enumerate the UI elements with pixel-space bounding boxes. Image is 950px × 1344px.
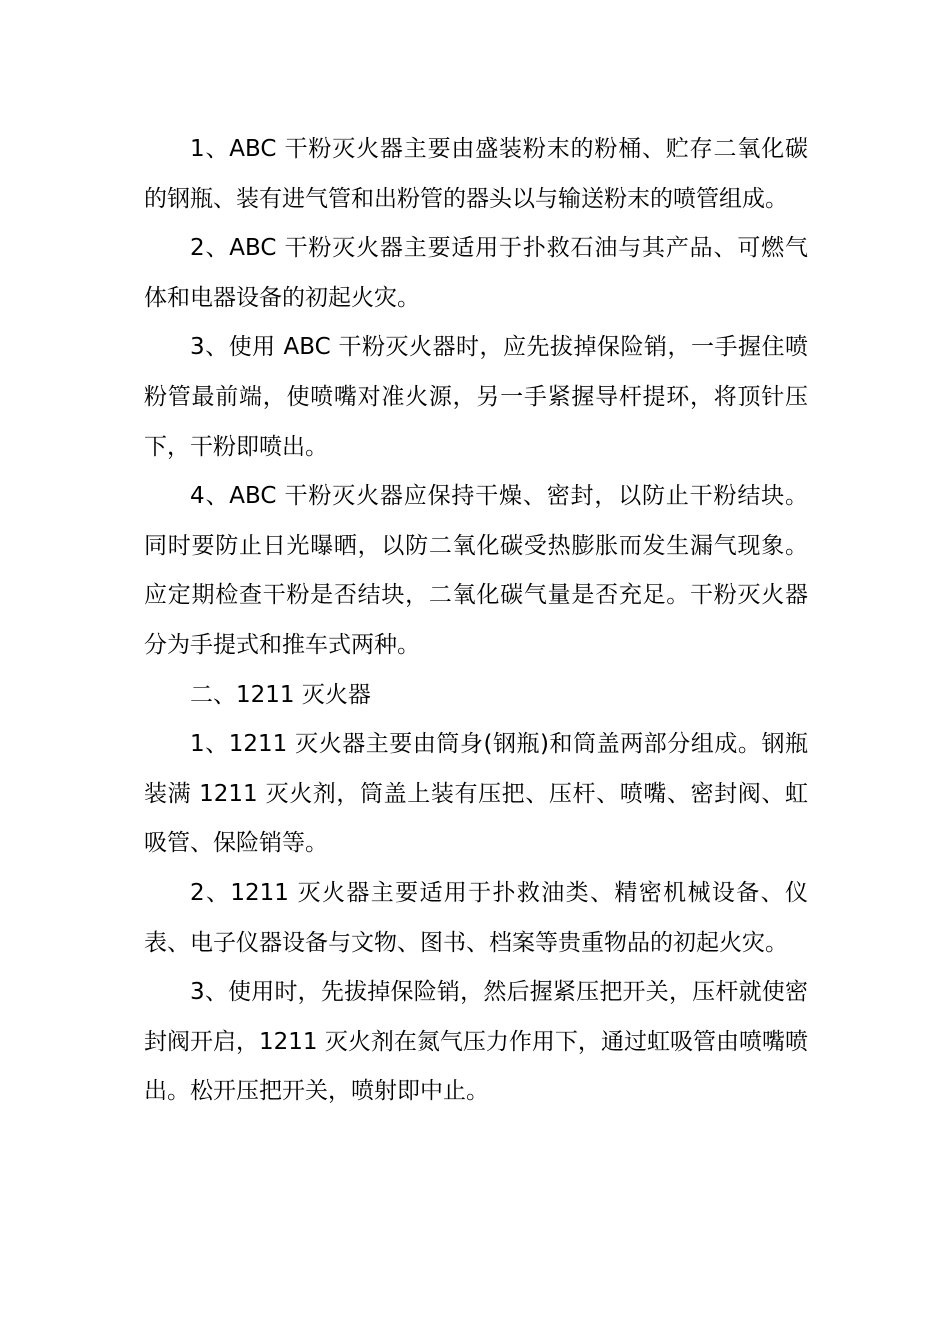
paragraph-abc-maintenance: 4、ABC 干粉灭火器应保持干燥、密封，以防止干粉结块。同时要防止日光曝晒，以防二氧化碳受热膨胀而发生漏气现象。应定期检查干粉是否结块，二氧化碳气量是否充足。干粉灭火器分为手提式和推车式两种。: [144, 483, 808, 658]
paragraph-1211-operation: 3、使用时，先拔掉保险销，然后握紧压把开关，压杆就使密封阀开启，1211 灭火剂在氮气压力作用下，通过虹吸管由喷嘴喷出。松开压把开关，喷射即中止。: [144, 979, 808, 1105]
paragraph-1211-usage-scope: 2、1211 灭火器主要适用于扑救油类、精密机械设备、仪表、电子仪器设备与文物、图书、档案等贵重物品的初起火灾。: [144, 879, 808, 956]
paragraph-abc-usage-scope: 2、ABC 干粉灭火器主要适用于扑救石油与其产品、可燃气体和电器设备的初起火灾。: [144, 235, 808, 311]
paragraph-1211-composition: 1、1211 灭火器主要由筒身(钢瓶)和筒盖两部分组成。钢瓶装满 1211 灭火剂，筒盖上装有压把、压杆、喷嘴、密封阀、虹吸管、保险销等。: [144, 731, 808, 857]
document-body: [144, 125, 808, 1117]
paragraph-abc-operation: 3、使用 ABC 干粉灭火器时，应先拔掉保险销，一手握住喷粉管最前端，使喷嘴对准火源，另一手紧握导杆提环，将顶针压下，干粉即喷出。: [144, 334, 808, 460]
section-heading-1211: 二、1211 灭火器: [190, 681, 371, 708]
paragraph-abc-composition: 1、ABC 干粉灭火器主要由盛装粉末的粉桶、贮存二氧化碳的钢瓶、装有进气管和出粉管的器头以与输送粉末的喷管组成。: [144, 136, 808, 212]
